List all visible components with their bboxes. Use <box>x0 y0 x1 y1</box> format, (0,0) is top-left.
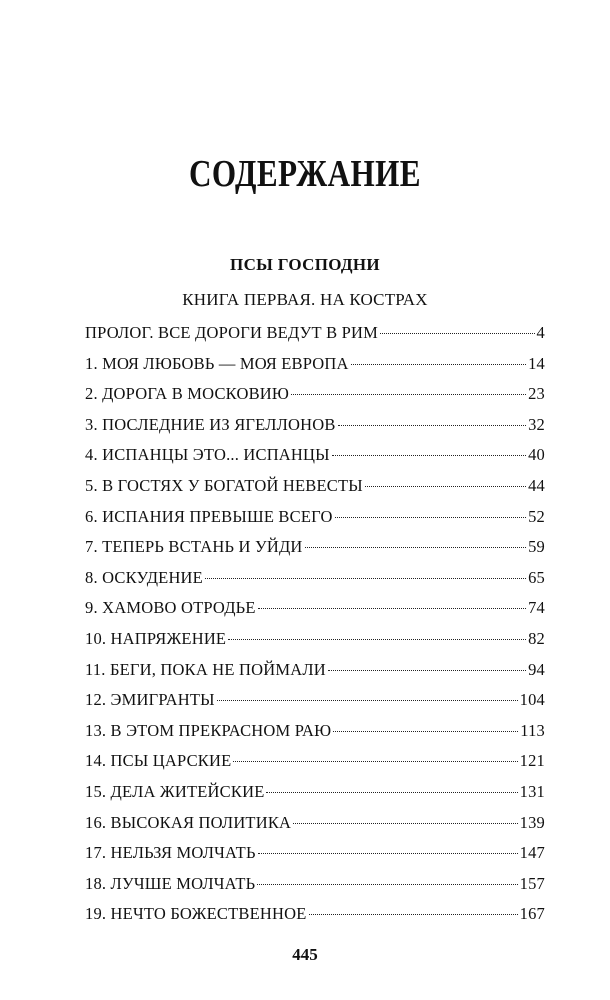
toc-entry-title: 9. ХАМОВО ОТРОДЬЕ <box>85 598 256 618</box>
dot-leader <box>380 333 535 334</box>
toc-entry-page: 74 <box>528 598 545 618</box>
dot-leader <box>266 792 517 793</box>
toc-entry <box>85 841 545 872</box>
dot-leader <box>338 425 527 426</box>
dot-leader <box>309 914 518 915</box>
toc-entry <box>85 872 545 903</box>
toc-entry-page: 113 <box>520 720 545 740</box>
toc-entry-page: 121 <box>519 751 545 771</box>
toc-entry <box>85 505 545 536</box>
toc-entry <box>85 902 545 933</box>
toc-entry-title: 14. ПСЫ ЦАРСКИЕ <box>85 751 232 771</box>
toc-entry-title: 1. МОЯ ЛЮБОВЬ — МОЯ ЕВРОПА <box>85 353 349 373</box>
dot-leader <box>365 486 526 487</box>
page-number: 445 <box>292 945 318 964</box>
toc-entry <box>85 566 545 597</box>
toc-entry-title: 12. ЭМИГРАНТЫ <box>85 690 215 710</box>
dot-leader <box>351 364 526 365</box>
toc-entry-title: 15. ДЕЛА ЖИТЕЙСКИЕ <box>85 781 265 801</box>
toc-entry-page: 65 <box>528 567 545 587</box>
toc-entry <box>85 811 545 842</box>
toc-entry-page: 131 <box>519 781 545 801</box>
toc-entry <box>85 780 545 811</box>
toc-entry-title: 8. ОСКУДЕНИЕ <box>85 567 203 587</box>
toc-entry-page: 59 <box>528 537 545 557</box>
toc-entry-page: 32 <box>528 414 545 434</box>
toc-entry-page: 147 <box>519 843 545 863</box>
dot-leader <box>328 670 526 671</box>
toc-entry-page: 4 <box>536 323 545 342</box>
dot-leader <box>333 731 518 732</box>
dot-leader <box>293 823 517 824</box>
toc-entry-page: 52 <box>528 506 545 526</box>
toc-entry <box>85 321 545 352</box>
toc-entry-page: 157 <box>519 873 545 893</box>
dot-leader <box>258 853 518 854</box>
dot-leader <box>217 700 518 701</box>
toc-entry <box>85 535 545 566</box>
dot-leader <box>305 547 527 548</box>
toc-entry-title: 7. ТЕПЕРЬ ВСТАНЬ И УЙДИ <box>85 537 303 557</box>
toc-entry-title: 2. ДОРОГА В МОСКОВИЮ <box>85 384 290 404</box>
toc-entry <box>85 688 545 719</box>
toc-entry-page: 104 <box>519 690 545 710</box>
toc-entry-title: 10. НАПРЯЖЕНИЕ <box>85 628 227 648</box>
toc-entry <box>85 749 545 780</box>
toc-entry <box>85 443 545 474</box>
page-title: СОДЕРЖАНИЕ <box>188 153 422 195</box>
toc-entry-title: 3. ПОСЛЕДНИЕ ИЗ ЯГЕЛЛОНОВ <box>85 414 336 434</box>
toc-entry <box>85 719 545 750</box>
toc-entry-title: 13. В ЭТОМ ПРЕКРАСНОМ РАЮ <box>85 720 332 740</box>
dot-leader <box>335 517 527 518</box>
toc-entry-page: 44 <box>528 475 545 495</box>
toc-entry-title: 17. НЕЛЬЗЯ МОЛЧАТЬ <box>85 843 256 863</box>
toc-entry-title: 16. ВЫСОКАЯ ПОЛИТИКА <box>85 812 292 832</box>
toc-entry <box>85 352 545 383</box>
book-title: КНИГА ПЕРВАЯ. НА КОСТРАХ <box>182 290 428 309</box>
toc-entry <box>85 413 545 444</box>
part-title: ПСЫ ГОСПОДНИ <box>230 255 380 274</box>
dot-leader <box>291 394 526 395</box>
table-of-contents <box>85 321 545 933</box>
toc-entry <box>85 474 545 505</box>
toc-entry <box>85 382 545 413</box>
toc-entry-page: 23 <box>528 384 545 404</box>
dot-leader <box>332 455 526 456</box>
toc-entry-page: 14 <box>528 353 545 373</box>
toc-entry-title: 19. НЕЧТО БОЖЕСТВЕННОЕ <box>85 904 307 924</box>
toc-entry-title: 18. ЛУЧШЕ МОЛЧАТЬ <box>85 873 256 893</box>
toc-entry <box>85 627 545 658</box>
toc-entry <box>85 658 545 689</box>
dot-leader <box>233 761 517 762</box>
dot-leader <box>257 884 517 885</box>
toc-entry-title: 4. ИСПАНЦЫ ЭТО... ИСПАНЦЫ <box>85 445 330 465</box>
dot-leader <box>258 608 526 609</box>
toc-entry-title: ПРОЛОГ. ВСЕ ДОРОГИ ВЕДУТ В РИМ <box>85 323 379 342</box>
dot-leader <box>228 639 526 640</box>
toc-entry-page: 94 <box>528 659 545 679</box>
toc-entry-page: 167 <box>519 904 545 924</box>
toc-entry-page: 139 <box>519 812 545 832</box>
dot-leader <box>205 578 526 579</box>
toc-entry-title: 6. ИСПАНИЯ ПРЕВЫШЕ ВСЕГО <box>85 506 333 526</box>
toc-entry-title: 11. БЕГИ, ПОКА НЕ ПОЙМАЛИ <box>85 659 326 679</box>
toc-entry-page: 40 <box>528 445 545 465</box>
toc-entry-page: 82 <box>528 628 545 648</box>
toc-entry-title: 5. В ГОСТЯХ У БОГАТОЙ НЕВЕСТЫ <box>85 475 363 495</box>
toc-entry <box>85 596 545 627</box>
